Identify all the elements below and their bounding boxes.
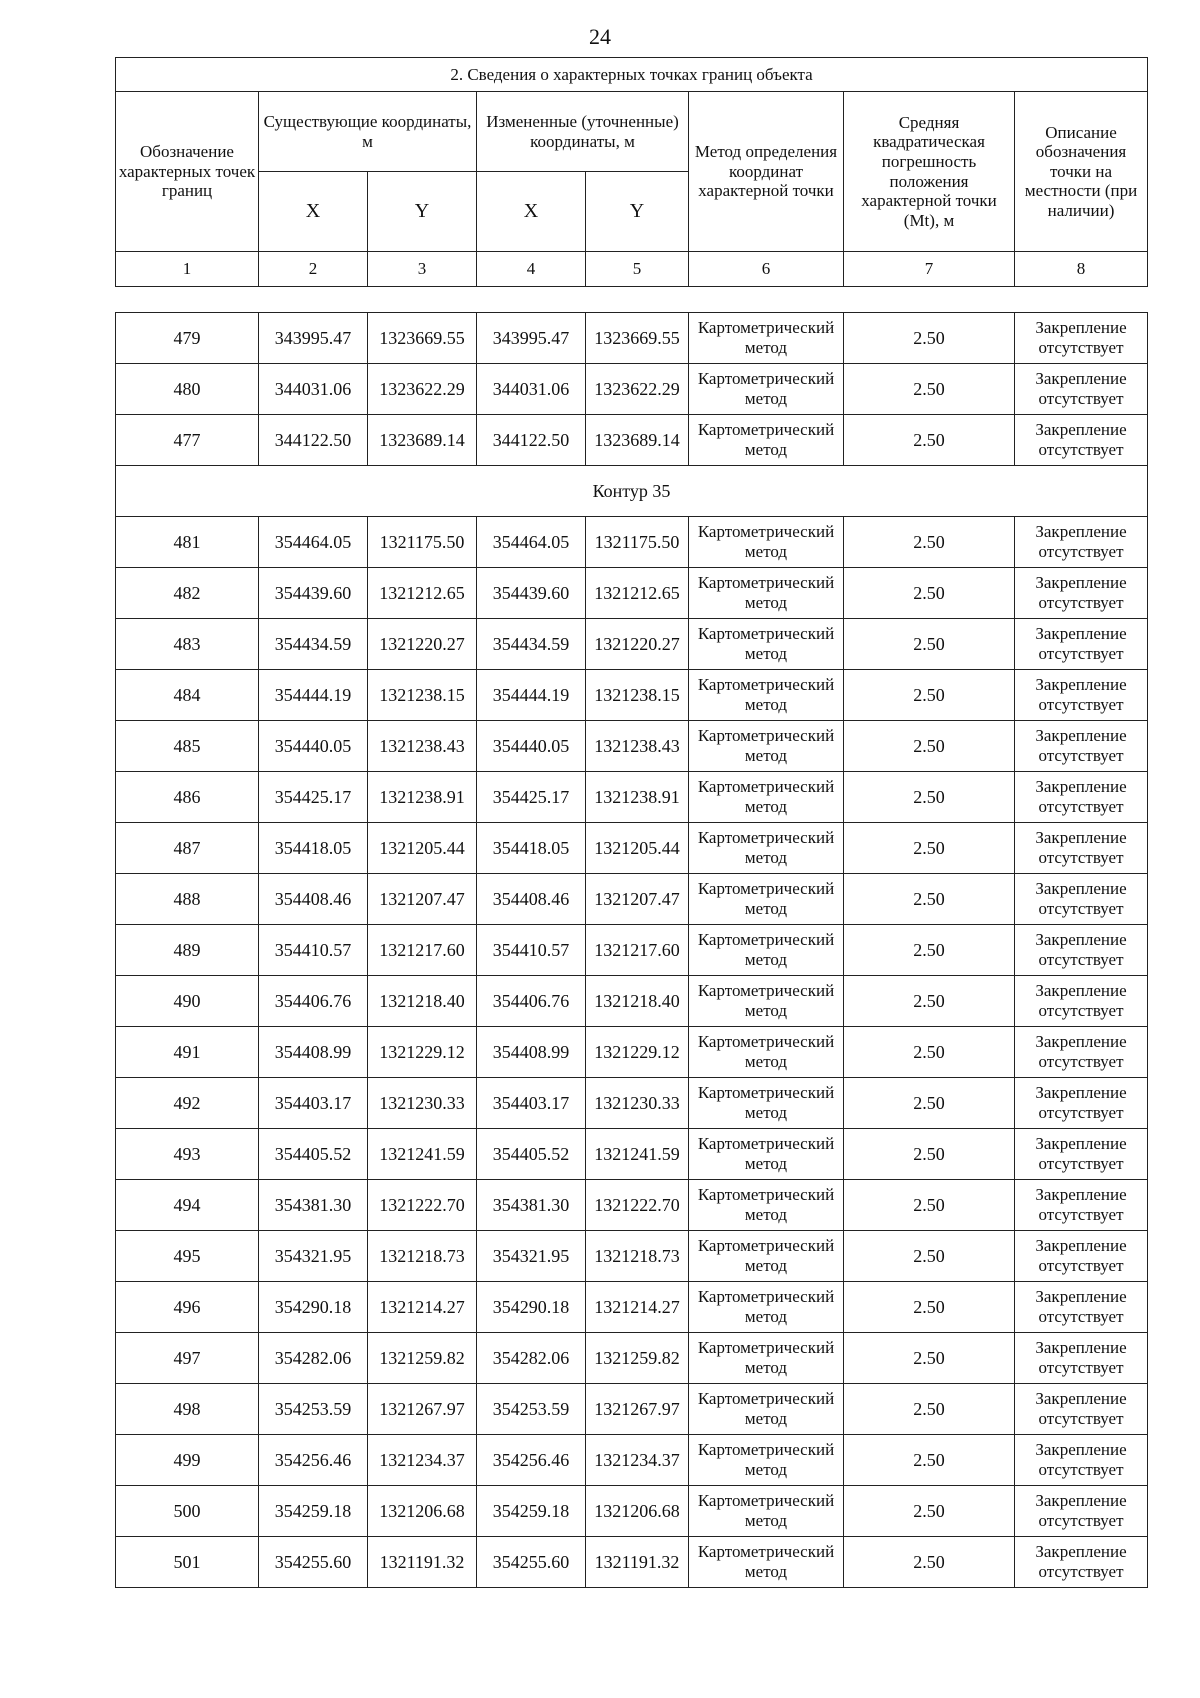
error-cell: 2.50 xyxy=(844,313,1015,364)
y-changed-cell: 1321206.68 xyxy=(586,1486,689,1537)
method-cell: Картометрический метод xyxy=(689,517,844,568)
description-cell: Закрепление отсутствует xyxy=(1015,1435,1148,1486)
y-existing-cell: 1321191.32 xyxy=(368,1537,477,1588)
y-changed-cell: 1323622.29 xyxy=(586,364,689,415)
x-changed-cell: 354408.99 xyxy=(477,1027,586,1078)
point-id-cell: 484 xyxy=(116,670,259,721)
header-error: Средняя квадратическая погрешность положения характерной точки (Mt), м xyxy=(844,92,1015,252)
method-cell: Картометрический метод xyxy=(689,772,844,823)
table-row xyxy=(116,823,1148,874)
error-cell: 2.50 xyxy=(844,415,1015,466)
y-changed-cell: 1321234.37 xyxy=(586,1435,689,1486)
point-id-cell: 481 xyxy=(116,517,259,568)
method-cell: Картометрический метод xyxy=(689,1486,844,1537)
table-row xyxy=(116,1078,1148,1129)
y-existing-cell: 1321238.43 xyxy=(368,721,477,772)
table-row xyxy=(116,1282,1148,1333)
y-existing-cell: 1321230.33 xyxy=(368,1078,477,1129)
point-id-cell: 501 xyxy=(116,1537,259,1588)
x-changed-cell: 354444.19 xyxy=(477,670,586,721)
table-row xyxy=(116,772,1148,823)
method-cell: Картометрический метод xyxy=(689,925,844,976)
y-existing-cell: 1321222.70 xyxy=(368,1180,477,1231)
column-number: 4 xyxy=(477,252,586,287)
table-row xyxy=(116,313,1148,364)
table-row xyxy=(116,1486,1148,1537)
table-row xyxy=(116,1027,1148,1078)
header-table xyxy=(115,57,1148,287)
table-row xyxy=(116,619,1148,670)
table-row xyxy=(116,517,1148,568)
method-cell: Картометрический метод xyxy=(689,364,844,415)
point-id-cell: 499 xyxy=(116,1435,259,1486)
y-changed-cell: 1321218.73 xyxy=(586,1231,689,1282)
point-id-cell: 493 xyxy=(116,1129,259,1180)
description-cell: Закрепление отсутствует xyxy=(1015,1129,1148,1180)
point-id-cell: 479 xyxy=(116,313,259,364)
header-changed-coords: Измененные (уточненные) координаты, м xyxy=(477,92,689,172)
method-cell: Картометрический метод xyxy=(689,1537,844,1588)
y-existing-cell: 1323669.55 xyxy=(368,313,477,364)
x-changed-cell: 354440.05 xyxy=(477,721,586,772)
error-cell: 2.50 xyxy=(844,1486,1015,1537)
description-cell: Закрепление отсутствует xyxy=(1015,619,1148,670)
contour-label: Контур 35 xyxy=(116,466,1148,517)
table-row xyxy=(116,1537,1148,1588)
error-cell: 2.50 xyxy=(844,1027,1015,1078)
method-cell: Картометрический метод xyxy=(689,1231,844,1282)
x-changed-cell: 344031.06 xyxy=(477,364,586,415)
y-changed-cell: 1321230.33 xyxy=(586,1078,689,1129)
y-changed-cell: 1321220.27 xyxy=(586,619,689,670)
x-existing-cell: 354408.46 xyxy=(259,874,368,925)
y-existing-cell: 1321214.27 xyxy=(368,1282,477,1333)
description-cell: Закрепление отсутствует xyxy=(1015,823,1148,874)
column-number: 5 xyxy=(586,252,689,287)
y-changed-cell: 1321217.60 xyxy=(586,925,689,976)
method-cell: Картометрический метод xyxy=(689,1282,844,1333)
x-changed-cell: 354290.18 xyxy=(477,1282,586,1333)
point-id-cell: 490 xyxy=(116,976,259,1027)
error-cell: 2.50 xyxy=(844,568,1015,619)
description-cell: Закрепление отсутствует xyxy=(1015,976,1148,1027)
description-cell: Закрепление отсутствует xyxy=(1015,364,1148,415)
error-cell: 2.50 xyxy=(844,1180,1015,1231)
x-existing-cell: 343995.47 xyxy=(259,313,368,364)
description-cell: Закрепление отсутствует xyxy=(1015,1027,1148,1078)
x-existing-cell: 354464.05 xyxy=(259,517,368,568)
header-description: Описание обозначения точки на местности (при наличии) xyxy=(1015,92,1148,252)
x-existing-cell: 354406.76 xyxy=(259,976,368,1027)
error-cell: 2.50 xyxy=(844,1282,1015,1333)
x-changed-cell: 354381.30 xyxy=(477,1180,586,1231)
y-changed-cell: 1321238.91 xyxy=(586,772,689,823)
description-cell: Закрепление отсутствует xyxy=(1015,1486,1148,1537)
x-existing-cell: 354321.95 xyxy=(259,1231,368,1282)
x-changed-cell: 354259.18 xyxy=(477,1486,586,1537)
description-cell: Закрепление отсутствует xyxy=(1015,517,1148,568)
y-changed-cell: 1321191.32 xyxy=(586,1537,689,1588)
table-row xyxy=(116,670,1148,721)
table-row xyxy=(116,1231,1148,1282)
x-changed-cell: 354253.59 xyxy=(477,1384,586,1435)
x-existing-cell: 354403.17 xyxy=(259,1078,368,1129)
header-existing-coords: Существующие координаты, м xyxy=(259,92,477,172)
y-existing-cell: 1321207.47 xyxy=(368,874,477,925)
description-cell: Закрепление отсутствует xyxy=(1015,721,1148,772)
x-existing-cell: 344031.06 xyxy=(259,364,368,415)
x-existing-cell: 344122.50 xyxy=(259,415,368,466)
point-id-cell: 491 xyxy=(116,1027,259,1078)
error-cell: 2.50 xyxy=(844,1537,1015,1588)
table-row xyxy=(116,568,1148,619)
point-id-cell: 477 xyxy=(116,415,259,466)
table-row xyxy=(116,1333,1148,1384)
y-changed-cell: 1321205.44 xyxy=(586,823,689,874)
y-existing-cell: 1321175.50 xyxy=(368,517,477,568)
table-row xyxy=(116,415,1148,466)
method-cell: Картометрический метод xyxy=(689,1180,844,1231)
error-cell: 2.50 xyxy=(844,1384,1015,1435)
x-existing-cell: 354434.59 xyxy=(259,619,368,670)
y-changed-cell: 1321214.27 xyxy=(586,1282,689,1333)
column-number: 2 xyxy=(259,252,368,287)
y-existing-cell: 1321220.27 xyxy=(368,619,477,670)
x-changed-cell: 354256.46 xyxy=(477,1435,586,1486)
x-changed-cell: 354282.06 xyxy=(477,1333,586,1384)
table-row xyxy=(116,721,1148,772)
point-id-cell: 487 xyxy=(116,823,259,874)
x-changed-cell: 354403.17 xyxy=(477,1078,586,1129)
y-changed-cell: 1323669.55 xyxy=(586,313,689,364)
method-cell: Картометрический метод xyxy=(689,823,844,874)
error-cell: 2.50 xyxy=(844,874,1015,925)
method-cell: Картометрический метод xyxy=(689,976,844,1027)
header-point-designation: Обозначение характерных точек границ xyxy=(116,92,259,252)
y-changed-cell: 1321238.43 xyxy=(586,721,689,772)
x-changed-cell: 354418.05 xyxy=(477,823,586,874)
method-cell: Картометрический метод xyxy=(689,313,844,364)
x-existing-cell: 354259.18 xyxy=(259,1486,368,1537)
description-cell: Закрепление отсутствует xyxy=(1015,670,1148,721)
column-number: 1 xyxy=(116,252,259,287)
method-cell: Картометрический метод xyxy=(689,1384,844,1435)
column-number: 7 xyxy=(844,252,1015,287)
y-changed-cell: 1321229.12 xyxy=(586,1027,689,1078)
x-existing-cell: 354256.46 xyxy=(259,1435,368,1486)
description-cell: Закрепление отсутствует xyxy=(1015,925,1148,976)
column-number: 8 xyxy=(1015,252,1148,287)
point-id-cell: 488 xyxy=(116,874,259,925)
x-existing-cell: 354408.99 xyxy=(259,1027,368,1078)
point-id-cell: 494 xyxy=(116,1180,259,1231)
y-changed-cell: 1321241.59 xyxy=(586,1129,689,1180)
description-cell: Закрепление отсутствует xyxy=(1015,568,1148,619)
x-changed-cell: 354406.76 xyxy=(477,976,586,1027)
method-cell: Картометрический метод xyxy=(689,1078,844,1129)
description-cell: Закрепление отсутствует xyxy=(1015,1078,1148,1129)
y-existing-cell: 1321212.65 xyxy=(368,568,477,619)
y-existing-cell: 1321238.15 xyxy=(368,670,477,721)
y-existing-cell: 1323622.29 xyxy=(368,364,477,415)
method-cell: Картометрический метод xyxy=(689,1333,844,1384)
header-method: Метод определения координат характерной точки xyxy=(689,92,844,252)
error-cell: 2.50 xyxy=(844,619,1015,670)
x-changed-cell: 354434.59 xyxy=(477,619,586,670)
point-id-cell: 495 xyxy=(116,1231,259,1282)
point-id-cell: 497 xyxy=(116,1333,259,1384)
y-changed-cell: 1321267.97 xyxy=(586,1384,689,1435)
method-cell: Картометрический метод xyxy=(689,619,844,670)
table-row xyxy=(116,925,1148,976)
description-cell: Закрепление отсутствует xyxy=(1015,1282,1148,1333)
error-cell: 2.50 xyxy=(844,823,1015,874)
error-cell: 2.50 xyxy=(844,670,1015,721)
x-changed-cell: 354425.17 xyxy=(477,772,586,823)
x-changed-cell: 354408.46 xyxy=(477,874,586,925)
y-existing-cell: 1321218.40 xyxy=(368,976,477,1027)
y-existing-cell: 1321205.44 xyxy=(368,823,477,874)
header-y-changed: Y xyxy=(586,172,689,252)
y-changed-cell: 1321212.65 xyxy=(586,568,689,619)
point-id-cell: 500 xyxy=(116,1486,259,1537)
method-cell: Картометрический метод xyxy=(689,874,844,925)
error-cell: 2.50 xyxy=(844,976,1015,1027)
method-cell: Картометрический метод xyxy=(689,670,844,721)
description-cell: Закрепление отсутствует xyxy=(1015,1231,1148,1282)
point-id-cell: 489 xyxy=(116,925,259,976)
table-row xyxy=(116,874,1148,925)
description-cell: Закрепление отсутствует xyxy=(1015,1384,1148,1435)
description-cell: Закрепление отсутствует xyxy=(1015,1537,1148,1588)
error-cell: 2.50 xyxy=(844,1333,1015,1384)
error-cell: 2.50 xyxy=(844,1129,1015,1180)
y-changed-cell: 1321238.15 xyxy=(586,670,689,721)
y-changed-cell: 1321222.70 xyxy=(586,1180,689,1231)
y-existing-cell: 1323689.14 xyxy=(368,415,477,466)
error-cell: 2.50 xyxy=(844,517,1015,568)
y-existing-cell: 1321238.91 xyxy=(368,772,477,823)
column-number: 6 xyxy=(689,252,844,287)
y-changed-cell: 1321259.82 xyxy=(586,1333,689,1384)
error-cell: 2.50 xyxy=(844,925,1015,976)
x-existing-cell: 354410.57 xyxy=(259,925,368,976)
error-cell: 2.50 xyxy=(844,721,1015,772)
y-changed-cell: 1321218.40 xyxy=(586,976,689,1027)
description-cell: Закрепление отсутствует xyxy=(1015,313,1148,364)
table-row xyxy=(116,1435,1148,1486)
error-cell: 2.50 xyxy=(844,1435,1015,1486)
method-cell: Картометрический метод xyxy=(689,721,844,772)
description-cell: Закрепление отсутствует xyxy=(1015,874,1148,925)
x-changed-cell: 354410.57 xyxy=(477,925,586,976)
point-id-cell: 492 xyxy=(116,1078,259,1129)
point-id-cell: 480 xyxy=(116,364,259,415)
table-row xyxy=(116,1384,1148,1435)
point-id-cell: 482 xyxy=(116,568,259,619)
x-existing-cell: 354440.05 xyxy=(259,721,368,772)
y-changed-cell: 1321175.50 xyxy=(586,517,689,568)
header-x-existing: X xyxy=(259,172,368,252)
description-cell: Закрепление отсутствует xyxy=(1015,772,1148,823)
y-existing-cell: 1321267.97 xyxy=(368,1384,477,1435)
error-cell: 2.50 xyxy=(844,772,1015,823)
error-cell: 2.50 xyxy=(844,364,1015,415)
x-existing-cell: 354255.60 xyxy=(259,1537,368,1588)
table-row xyxy=(116,1180,1148,1231)
y-existing-cell: 1321234.37 xyxy=(368,1435,477,1486)
x-existing-cell: 354253.59 xyxy=(259,1384,368,1435)
x-changed-cell: 354255.60 xyxy=(477,1537,586,1588)
method-cell: Картометрический метод xyxy=(689,1435,844,1486)
y-existing-cell: 1321241.59 xyxy=(368,1129,477,1180)
header-y-existing: Y xyxy=(368,172,477,252)
method-cell: Картометрический метод xyxy=(689,568,844,619)
page-number: 24 xyxy=(589,24,611,49)
x-changed-cell: 354321.95 xyxy=(477,1231,586,1282)
point-id-cell: 483 xyxy=(116,619,259,670)
point-id-cell: 496 xyxy=(116,1282,259,1333)
x-existing-cell: 354381.30 xyxy=(259,1180,368,1231)
x-changed-cell: 354439.60 xyxy=(477,568,586,619)
table-row xyxy=(116,976,1148,1027)
point-id-cell: 486 xyxy=(116,772,259,823)
y-existing-cell: 1321229.12 xyxy=(368,1027,477,1078)
x-existing-cell: 354439.60 xyxy=(259,568,368,619)
y-existing-cell: 1321218.73 xyxy=(368,1231,477,1282)
y-changed-cell: 1321207.47 xyxy=(586,874,689,925)
x-changed-cell: 344122.50 xyxy=(477,415,586,466)
point-id-cell: 485 xyxy=(116,721,259,772)
point-id-cell: 498 xyxy=(116,1384,259,1435)
x-existing-cell: 354444.19 xyxy=(259,670,368,721)
y-changed-cell: 1323689.14 xyxy=(586,415,689,466)
x-changed-cell: 343995.47 xyxy=(477,313,586,364)
x-existing-cell: 354290.18 xyxy=(259,1282,368,1333)
method-cell: Картометрический метод xyxy=(689,1027,844,1078)
table-row xyxy=(116,1129,1148,1180)
x-changed-cell: 354464.05 xyxy=(477,517,586,568)
y-existing-cell: 1321217.60 xyxy=(368,925,477,976)
description-cell: Закрепление отсутствует xyxy=(1015,415,1148,466)
y-existing-cell: 1321259.82 xyxy=(368,1333,477,1384)
points-table xyxy=(115,312,1148,1588)
x-existing-cell: 354425.17 xyxy=(259,772,368,823)
error-cell: 2.50 xyxy=(844,1231,1015,1282)
column-number: 3 xyxy=(368,252,477,287)
method-cell: Картометрический метод xyxy=(689,415,844,466)
contour-row xyxy=(116,466,1148,517)
x-changed-cell: 354405.52 xyxy=(477,1129,586,1180)
error-cell: 2.50 xyxy=(844,1078,1015,1129)
section-title: 2. Сведения о характерных точках границ объекта xyxy=(116,58,1148,92)
description-cell: Закрепление отсутствует xyxy=(1015,1333,1148,1384)
x-existing-cell: 354418.05 xyxy=(259,823,368,874)
y-existing-cell: 1321206.68 xyxy=(368,1486,477,1537)
description-cell: Закрепление отсутствует xyxy=(1015,1180,1148,1231)
method-cell: Картометрический метод xyxy=(689,1129,844,1180)
x-existing-cell: 354282.06 xyxy=(259,1333,368,1384)
header-x-changed: X xyxy=(477,172,586,252)
x-existing-cell: 354405.52 xyxy=(259,1129,368,1180)
table-row xyxy=(116,364,1148,415)
